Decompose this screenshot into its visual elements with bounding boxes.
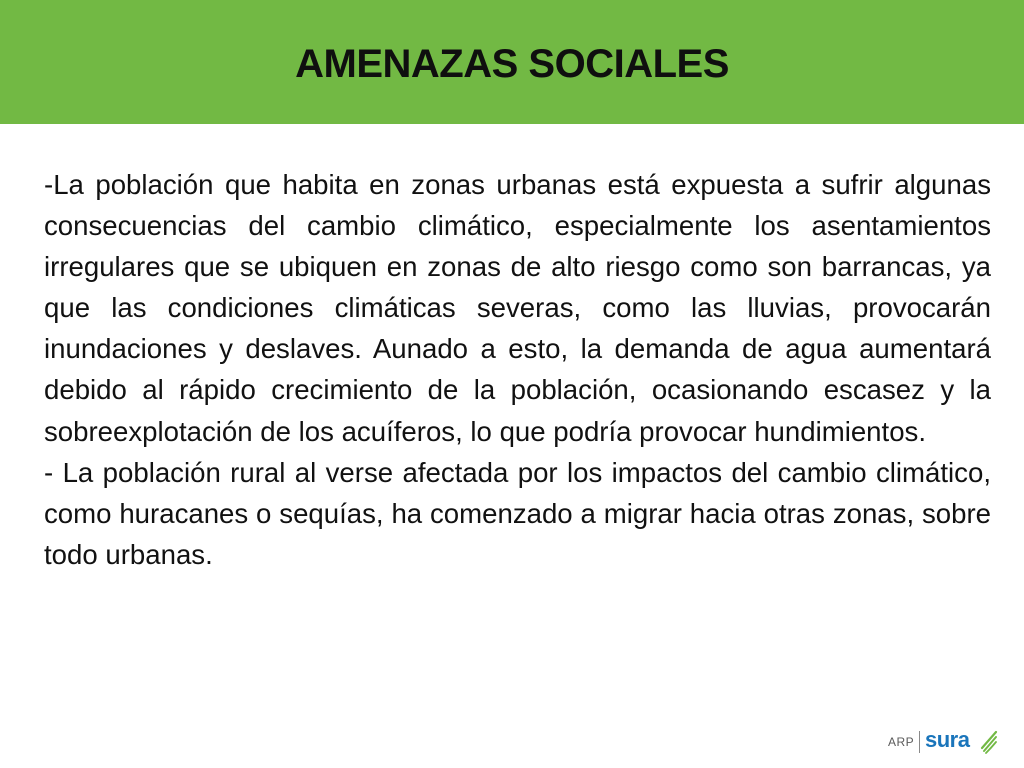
slide-body — [44, 164, 991, 575]
sura-swoosh-icon — [980, 728, 998, 754]
logo-brand-text: sura — [925, 727, 970, 752]
logo-divider — [919, 731, 920, 753]
slide-title: AMENAZAS SOCIALES — [295, 42, 729, 86]
arp-sura-logo — [888, 727, 1004, 757]
paragraph-rural: - La población rural al verse afectada por los impactos del cambio climático, como huracanes o sequías, ha comenzado a migrar hacia otras zonas, sobre todo urbanas. — [44, 456, 991, 570]
logo-arp-text: ARP — [888, 735, 915, 749]
paragraph-urban: -La población que habita en zonas urbanas está expuesta a sufrir algunas consecuencias del cambio climático, especialmente los asentamientos irregulares que se ubiquen en zonas de alto riesgo como son barrancas, ya que las condiciones climáticas severas, como las lluvias, provocarán inundaciones y deslaves. Aunado a esto, la demanda de agua aumentará debido al rápido crecimiento de la población, ocasionando escasez y la sobreexplotación de los acuíferos, lo que podría provocar hundimientos. — [44, 169, 991, 447]
